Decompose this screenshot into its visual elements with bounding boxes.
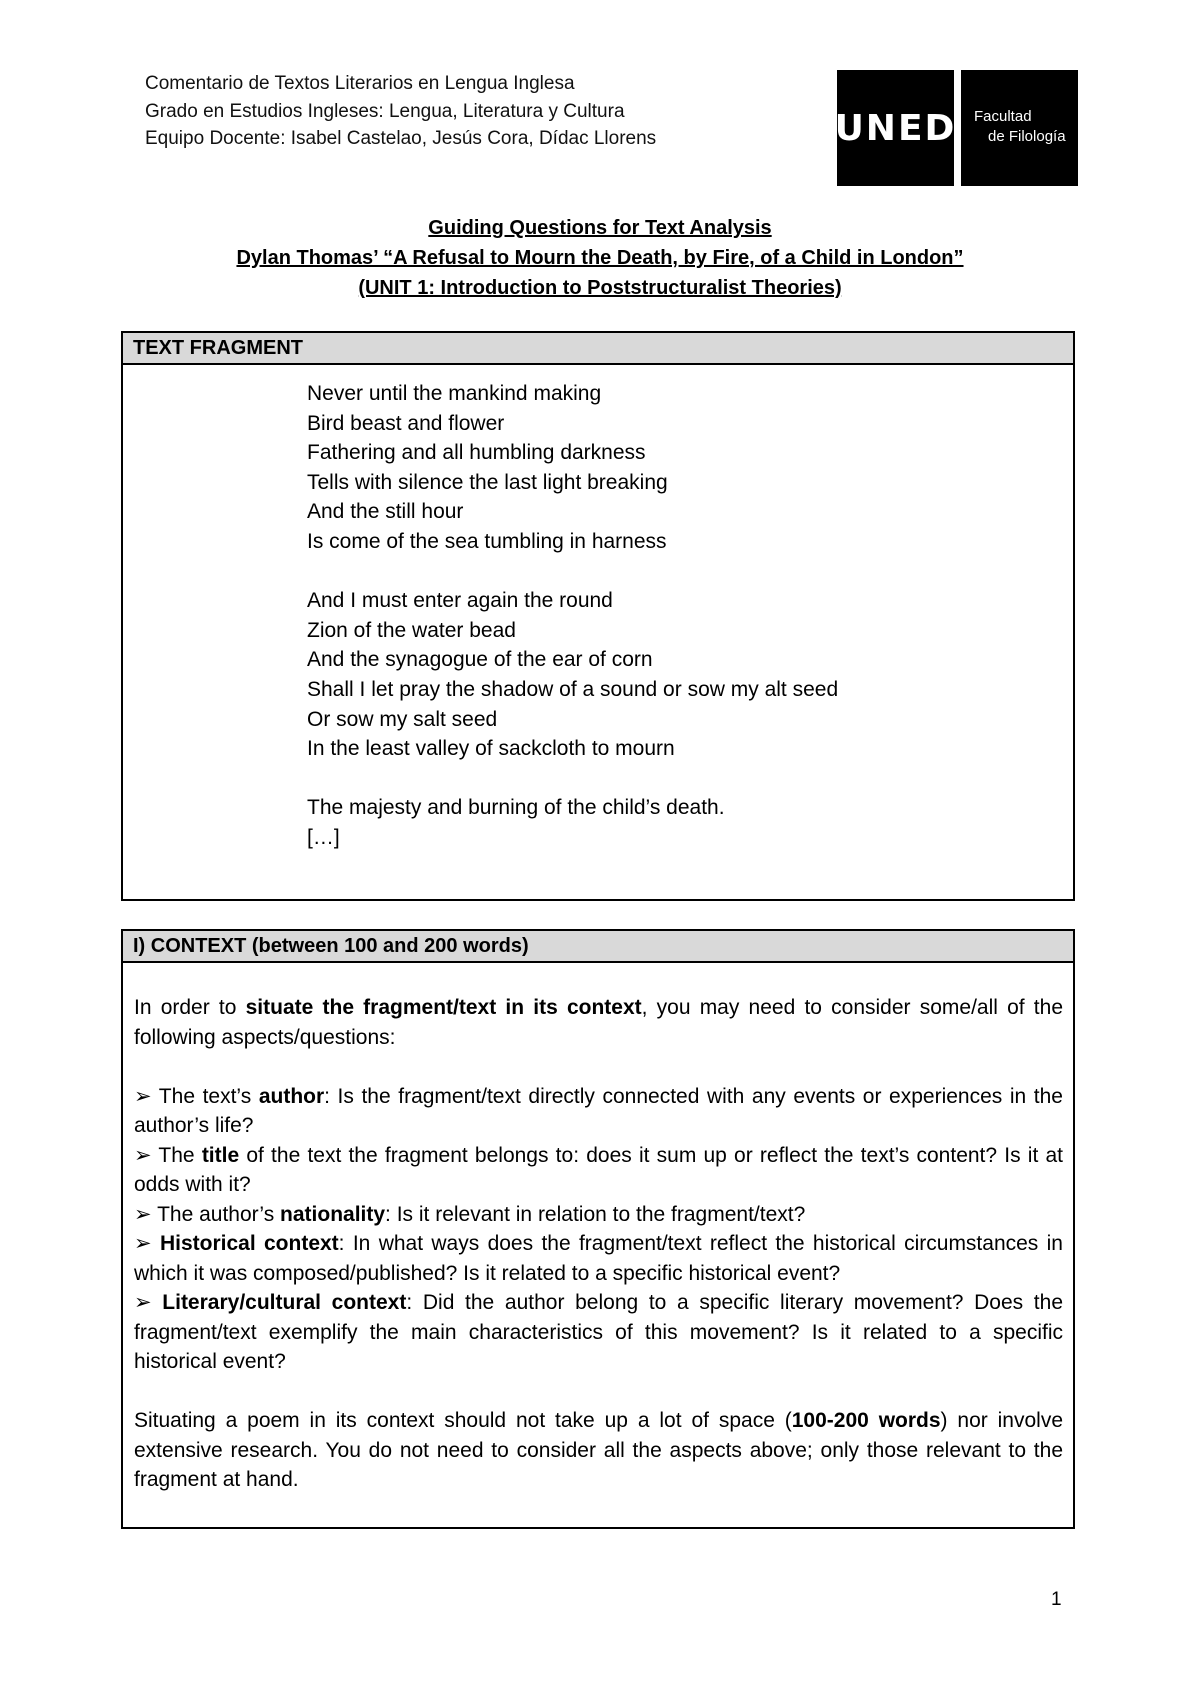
- poem-line: Shall I let pray the shadow of a sound or sow my alt seed: [307, 677, 839, 701]
- poem-line: Never until the mankind making: [307, 382, 602, 405]
- context-bullet: ➢ The title of the text the fragment belongs to: does it sum up or reflect the text’s content? Is it at odds with it?: [134, 1143, 1063, 1196]
- poem-line: Bird beast and flower: [307, 411, 505, 435]
- text-fragment-box: [121, 331, 1075, 901]
- poem-line: And the synagogue of the ear of corn: [307, 648, 653, 672]
- uned-logo-text: UNED: [834, 107, 957, 149]
- context-bullet-list: [134, 1082, 1063, 1377]
- poem-line: The majesty and burning of the child’s death.: [307, 796, 725, 820]
- context-closing: Situating a poem in its context should not take up a lot of space (100-200 words) nor involve extensive research. You do not need to consider all the aspects above; only those relevant to the fragment at hand.: [134, 1409, 1064, 1491]
- faculty-logo-line1: Facultad: [974, 108, 1032, 125]
- arrow-bullet-icon: ➢: [134, 1202, 152, 1226]
- text-fragment-heading: TEXT FRAGMENT: [123, 333, 1073, 365]
- poem-line: And I must enter again the round: [307, 589, 613, 613]
- course-title: Comentario de Textos Literarios en Lengua Inglesa: [145, 73, 575, 94]
- poem-lines: [307, 379, 838, 853]
- poem-title: Dylan Thomas’ “A Refusal to Mourn the Death, by Fire, of a Child in London”: [236, 247, 964, 269]
- context-bullet: ➢ The text’s author: Is the fragment/text directly connected with any events or experiences in the author’s life?: [134, 1084, 1063, 1137]
- context-bullet: ➢ Literary/cultural context: Did the author belong to a specific literary movement? Does the fragment/text exemplify the main characteristics of this movement? Is it related to a specific historical event?: [134, 1291, 1064, 1373]
- poem-line: Tells with silence the last light breaking: [307, 470, 668, 494]
- poem-line: [307, 764, 838, 794]
- faculty-logo-line2: de Filología: [988, 128, 1066, 145]
- faculty-logo: [961, 70, 1078, 186]
- context-body: [123, 963, 1073, 1495]
- context-box: [121, 929, 1075, 1529]
- poem-line: [307, 557, 838, 587]
- context-bullet: ➢ Historical context: In what ways does the fragment/text reflect the historical circumstances in which it was composed/published? Is it related to a specific historical event?: [134, 1232, 1063, 1285]
- teaching-team: Equipo Docente: Isabel Castelao, Jesús Cora, Dídac Llorens: [145, 128, 657, 149]
- arrow-bullet-icon: ➢: [134, 1291, 152, 1314]
- poem-line: In the least valley of sackcloth to mourn: [307, 737, 675, 761]
- unit-title: (UNIT 1: Introduction to Poststructuralist Theories): [358, 277, 842, 299]
- course-header: [145, 70, 656, 153]
- poem-line: Or sow my salt seed: [307, 707, 498, 731]
- uned-logo: [834, 70, 957, 186]
- context-bullet: ➢ The author’s nationality: Is it relevant in relation to the fragment/text?: [134, 1202, 806, 1226]
- document-title: Guiding Questions for Text Analysis: [428, 217, 772, 239]
- context-heading: I) CONTEXT (between 100 and 200 words): [123, 931, 1073, 963]
- poem-line: And the still hour: [307, 500, 464, 524]
- poem-line: Fathering and all humbling darkness: [307, 441, 646, 465]
- degree-name: Grado en Estudios Ingleses: Lengua, Literatura y Cultura: [145, 100, 625, 122]
- arrow-bullet-icon: ➢: [134, 1084, 152, 1108]
- arrow-bullet-icon: ➢: [134, 1143, 152, 1167]
- document-titles: [0, 213, 1200, 303]
- context-intro: In order to situate the fragment/text in its context, you may need to consider some/all of the following aspects/questions:: [134, 996, 1063, 1049]
- poem-line: Is come of the sea tumbling in harness: [307, 529, 667, 553]
- arrow-bullet-icon: ➢: [134, 1232, 152, 1255]
- poem-line: […]: [307, 825, 340, 849]
- poem-line: Zion of the water bead: [307, 618, 516, 642]
- page-number: 1: [1051, 1589, 1062, 1610]
